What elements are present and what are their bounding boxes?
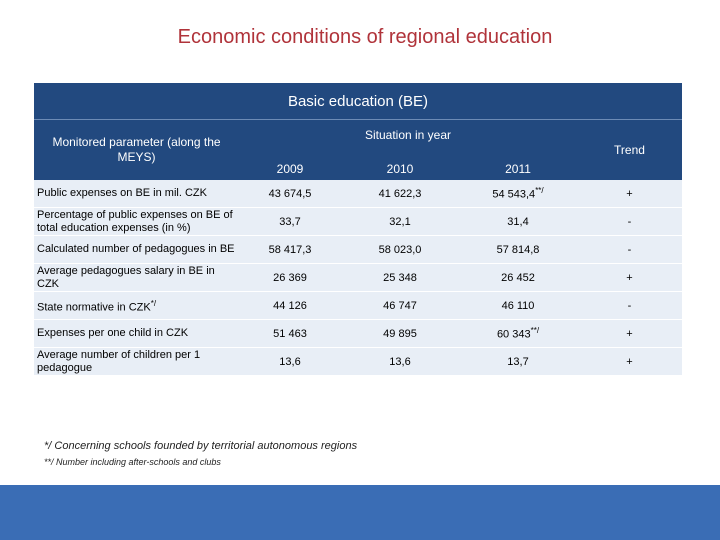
data-table-container [34, 83, 682, 375]
param-text: Average number of children per 1 pedagogue [37, 348, 201, 374]
trend-value: + [577, 348, 682, 376]
trend-value: - [577, 208, 682, 236]
value-2010: 49 895 [341, 320, 459, 348]
footnote-marker: **/ [530, 326, 540, 336]
param-text: Public expenses on BE in mil. CZK [37, 187, 207, 199]
row-param [34, 236, 239, 264]
value-2010: 46 747 [341, 292, 459, 320]
value-2011: 31,4 [459, 208, 577, 236]
value-2010: 32,1 [341, 208, 459, 236]
row-param [34, 320, 239, 348]
table-row [34, 348, 682, 376]
value-2011: 26 452 [459, 264, 577, 292]
trend-column-header: Trend [577, 120, 682, 181]
value-2009: 33,7 [239, 208, 341, 236]
table-row [34, 292, 682, 320]
trend-value: + [577, 180, 682, 208]
value-2009: 58 417,3 [239, 236, 341, 264]
value-2010: 41 622,3 [341, 180, 459, 208]
value-2011: 46 110 [459, 292, 577, 320]
footnote-territorial: */ Concerning schools founded by territorial autonomous regions [44, 440, 358, 452]
education-table [34, 83, 682, 375]
value-2009: 51 463 [239, 320, 341, 348]
trend-value: - [577, 292, 682, 320]
year-header-2009: 2009 [239, 146, 341, 180]
value-2010: 25 348 [341, 264, 459, 292]
param-text: State normative in CZK [37, 301, 151, 314]
value-2011: 13,7 [459, 348, 577, 376]
footnote-after-schools: **/ Number including after-schools and clubs [44, 457, 221, 467]
row-param [34, 264, 239, 292]
value-2011: 57 814,8 [459, 236, 577, 264]
param-column-header: Monitored parameter (along the MEYS) [34, 120, 239, 181]
value-2010: 58 023,0 [341, 236, 459, 264]
param-text: Average pedagogues salary in BE in CZK [37, 264, 215, 290]
value-2009: 44 126 [239, 292, 341, 320]
page-title: Economic conditions of regional education [177, 26, 553, 48]
situation-header: Situation in year [239, 120, 577, 147]
row-param [34, 208, 239, 236]
footer-bar [0, 485, 720, 540]
footnote-marker: */ [150, 298, 157, 308]
trend-value: - [577, 236, 682, 264]
value-text: 60 343 [496, 328, 531, 341]
table-row [34, 180, 682, 208]
param-text: Expenses per one child in CZK [37, 327, 189, 339]
trend-value: + [577, 320, 682, 348]
trend-value: + [577, 264, 682, 292]
value-text: 54 543,4 [492, 188, 536, 201]
param-text: Percentage of public expenses on BE of total education expenses (in %) [37, 208, 233, 234]
value-2009: 26 369 [239, 264, 341, 292]
value-2009: 43 674,5 [239, 180, 341, 208]
row-param [34, 292, 239, 320]
table-row [34, 208, 682, 236]
row-param [34, 348, 239, 376]
row-param [34, 180, 239, 208]
table-row [34, 236, 682, 264]
param-text: Calculated number of pedagogues in BE [37, 243, 235, 255]
table-row [34, 320, 682, 348]
value-2011 [459, 180, 577, 208]
value-2010: 13,6 [341, 348, 459, 376]
year-header-2010: 2010 [341, 146, 459, 180]
section-header: Basic education (BE) [34, 83, 682, 120]
table-row [34, 264, 682, 292]
footnote-marker: **/ [535, 186, 544, 196]
value-2009: 13,6 [239, 348, 341, 376]
value-2011 [459, 320, 577, 348]
year-header-2011: 2011 [459, 146, 577, 180]
